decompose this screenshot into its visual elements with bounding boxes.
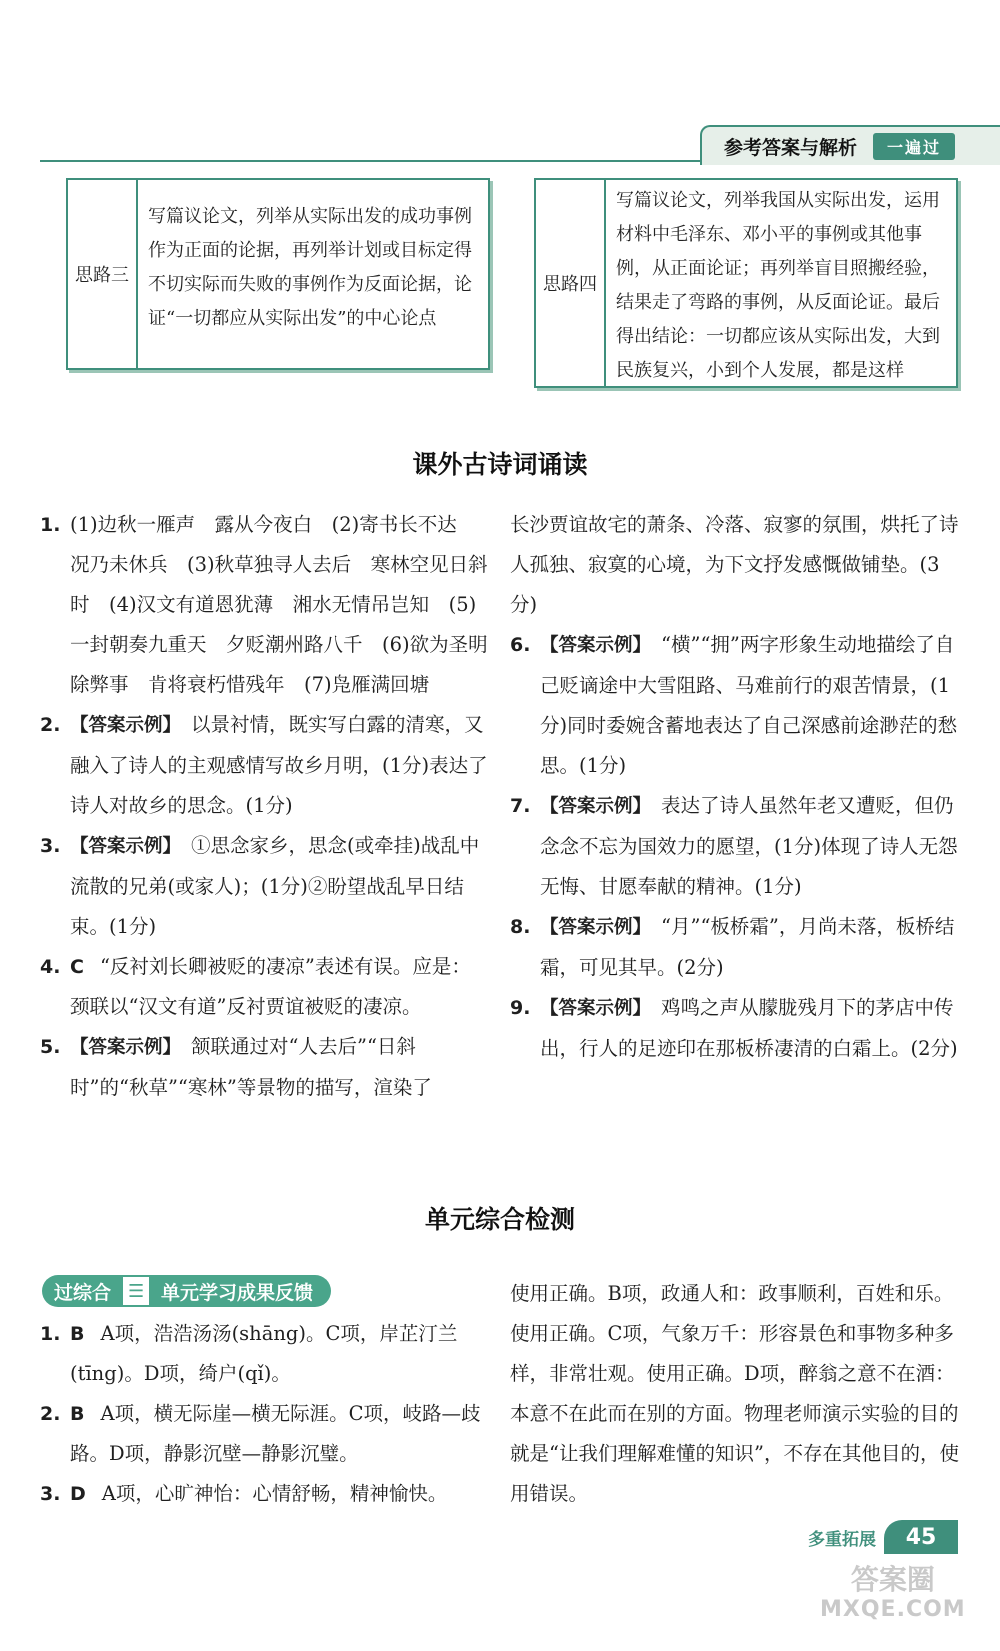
section1-right-column [510, 505, 960, 1069]
item-number: 3. [40, 835, 61, 857]
section2-left-column [40, 1314, 490, 1514]
header-logo: 一遍过 [873, 133, 955, 160]
answer-choice: D [70, 1483, 86, 1505]
answer-choice: C [70, 956, 84, 978]
table-right [534, 178, 958, 388]
item-text: (1)边秋一雁声 露从今夜白 (2)寄书长不达 况乃未休兵 (3)秋草独寻人去后 寒林空见日斜时 (4)汉文有道恩犹薄 湘水无情吊岂知 (5)一封朝奏九重天 夕贬潮州路八千 (6)欲为圣明除弊事 肯将衰朽惜残年 (7)凫雁满回塘 [70, 513, 488, 696]
item-text: 以景衬情，既实写白露的清寒，又融入了诗人的主观感情写故乡月明，(1分)表达了诗人对故乡的思念。(1分) [70, 713, 488, 817]
section-title-ancient-poetry: 课外古诗词诵读 [412, 450, 588, 479]
answer-item-1 [40, 505, 490, 705]
item-number: 1. [40, 514, 61, 536]
item-text: A项，横无际崖—横无际涯。C项，岐路—歧路。D项，静影沉壁—静影沉璧。 [70, 1402, 481, 1465]
footer [808, 1520, 958, 1554]
item-number: 3. [40, 1483, 61, 1505]
item-text: ①思念家乡，思念(或牵挂)战乱中流散的兄弟(或家人)；(1分)②盼望战乱早日结束。(1分) [70, 834, 480, 938]
answer-item-8 [510, 907, 960, 988]
section-badge [42, 1275, 331, 1307]
item-number: 6. [510, 634, 531, 656]
item-text: “月”“板桥霜”，月尚未落，板桥结霜，可见其早。(2分) [540, 915, 955, 979]
item-text: 长沙贾谊故宅的萧条、冷落、寂寥的氛围，烘托了诗人孤独、寂寞的心境，为下文抒发感慨做铺垫。(3分) [510, 513, 959, 616]
answer-example-tag: 【答案示例】 [70, 836, 182, 857]
table-right-label: 思路四 [536, 180, 606, 386]
answer-example-tag: 【答案示例】 [540, 796, 652, 817]
answer-example-tag: 【答案示例】 [70, 1037, 182, 1058]
answer-example-tag: 【答案示例】 [540, 635, 652, 656]
item-number: 8. [510, 916, 531, 938]
answer-example-tag: 【答案示例】 [70, 715, 182, 736]
item-text: “反衬刘长卿被贬的凄凉”表述有误。应是：颈联以“汉文有道”反衬贾谊被贬的凄凉。 [70, 955, 471, 1018]
table-right-text: 写篇议论文，列举我国从实际出发，运用材料中毛泽东、邓小平的事例或其他事例，从正面论证；再列举盲目照搬经验，结果走了弯路的事例，从反面论证。最后得出结论：一切都应该从实际出发，大到民族复兴，小到个人发展，都是这样 [616, 190, 940, 381]
section2-right-column [510, 1274, 960, 1514]
answer-item-9 [510, 988, 960, 1069]
table-left [66, 178, 490, 370]
header-tab [700, 125, 1000, 165]
answer-item-2 [40, 705, 490, 826]
item-number: 1. [40, 1323, 61, 1345]
list-icon: ☰ [123, 1275, 149, 1307]
item-number: 5. [40, 1036, 61, 1058]
answer-choice: B [70, 1403, 85, 1425]
item-text: A项，浩浩汤汤(shāng)。C项，岸芷汀兰(tīng)。D项，绮户(qǐ)。 [70, 1322, 458, 1385]
item-number: 4. [40, 956, 61, 978]
badge-right: 单元学习成果反馈 [149, 1275, 331, 1307]
header-title: 参考答案与解析 [724, 136, 858, 159]
section1-left-column [40, 505, 490, 1108]
item-text: “横”“拥”两字形象生动地描绘了自己贬谪途中大雪阻路、马难前行的艰苦情景，(1分)同时委婉含蓄地表达了自己深感前途渺茫的愁思。(1分) [540, 633, 958, 777]
answer-item-6 [510, 625, 960, 786]
header-rule [40, 160, 700, 162]
answer-item-5 [40, 1027, 490, 1108]
item-number: 9. [510, 997, 531, 1019]
item-text: 颔联通过对“人去后”“日斜时”的“秋草”“寒林”等景物的描写，渲染了 [70, 1035, 432, 1099]
answer-item-2 [40, 1394, 490, 1474]
answer-item-3 [40, 1474, 490, 1514]
answer-item-7 [510, 786, 960, 907]
answer-item-3 [40, 826, 490, 947]
table-left-label: 思路三 [68, 180, 138, 368]
item-number: 2. [40, 714, 61, 736]
answer-example-tag: 【答案示例】 [540, 917, 652, 938]
watermark-line1: 答案圈 [850, 1563, 935, 1596]
watermark-line2: MXQE.COM [820, 1597, 966, 1622]
item-number: 7. [510, 795, 531, 817]
item-text: 鸡鸣之声从朦胧残月下的茅店中传出，行人的足迹印在那板桥凄清的白霜上。(2分) [540, 996, 958, 1060]
table-left-text: 写篇议论文，列举从实际出发的成功事例作为正面的论据，再列举计划或目标定得不切实际而失败的事例作为反面论据，论证“一切都应从实际出发”的中心论点 [148, 206, 472, 329]
page-number: 45 [884, 1520, 958, 1554]
answer-choice: B [70, 1323, 85, 1345]
answer-item-5-continued [510, 505, 960, 625]
item-3-continued-text: 使用正确。B项，政通人和：政事顺利，百姓和乐。使用正确。C项，气象万千：形容景色和事物多种多样，非常壮观。使用正确。D项，醉翁之意不在酒：本意不在此而在别的方面。物理老师演示实验的目的就是“让我们理解难懂的知识”，不存在其他目的，使用错误。 [510, 1282, 959, 1505]
section-title-unit-test: 单元综合检测 [424, 1205, 575, 1234]
footer-label: 多重拓展 [808, 1529, 876, 1550]
watermark [820, 1565, 966, 1625]
item-text: 表达了诗人虽然年老又遭贬，但仍念念不忘为国效力的愿望，(1分)体现了诗人无怨无悔、甘愿奉献的精神。(1分) [540, 794, 958, 898]
answer-example-tag: 【答案示例】 [540, 998, 652, 1019]
answer-item-1 [40, 1314, 490, 1394]
item-number: 2. [40, 1403, 61, 1425]
item-text: A项，心旷神怡：心情舒畅，精神愉快。 [101, 1482, 448, 1505]
answer-item-4 [40, 947, 490, 1027]
badge-left: 过综合 [42, 1275, 123, 1307]
